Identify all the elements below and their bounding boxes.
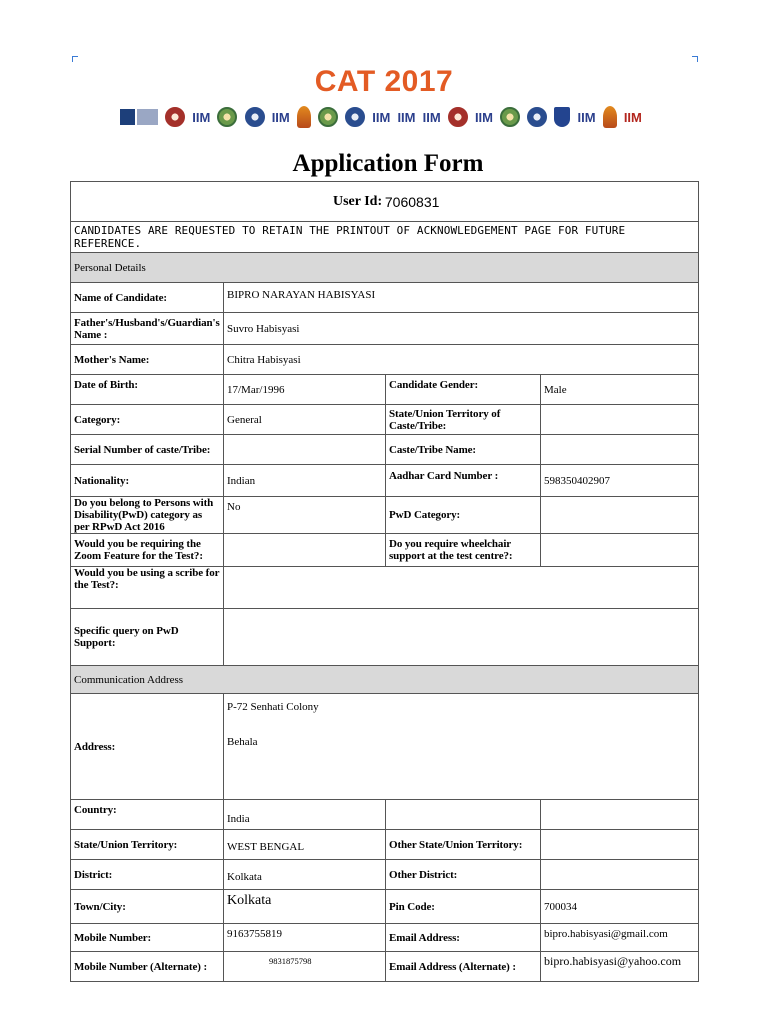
field-label: Town/City:	[71, 890, 224, 924]
field-label: Nationality:	[71, 465, 224, 497]
form-row	[71, 345, 699, 375]
district-value: Kolkata	[224, 860, 386, 890]
town-value: Kolkata	[224, 890, 386, 924]
cat-banner-title: CAT 2017	[314, 65, 454, 98]
address-line-2: Behala	[227, 736, 258, 748]
form-row	[71, 313, 699, 345]
field-label: State/Union Territory:	[71, 830, 224, 860]
dob-value: 17/Mar/1996	[224, 375, 386, 405]
form-row	[71, 694, 699, 800]
field-label: Date of Birth:	[71, 375, 224, 405]
field-label: State/Union Territory of Caste/Tribe:	[386, 405, 541, 435]
mother-name-value: Chitra Habisyasi	[224, 345, 699, 375]
candidate-name-value: BIPRO NARAYAN HABISYASI	[224, 283, 699, 313]
pwd-query-value	[224, 609, 699, 666]
iim-flame-icon	[297, 106, 311, 128]
field-label: Serial Number of caste/Tribe:	[71, 435, 224, 465]
form-row	[71, 830, 699, 860]
iim-seal-icon	[245, 107, 265, 127]
field-label: Mobile Number (Alternate) :	[71, 952, 224, 982]
empty-cell	[386, 800, 541, 830]
iim-seal-icon	[527, 107, 547, 127]
field-label: PwD Category:	[386, 497, 541, 534]
section-heading: Communication Address	[71, 666, 699, 694]
user-id-value: 7060831	[384, 193, 440, 210]
mobile-value: 9163755819	[224, 924, 386, 952]
crop-mark-right	[692, 56, 698, 62]
country-value: India	[224, 800, 386, 830]
form-row	[71, 497, 699, 534]
nationality-value: Indian	[224, 465, 386, 497]
field-label: Mobile Number:	[71, 924, 224, 952]
field-label: Email Address (Alternate) :	[386, 952, 541, 982]
iim-logo-text: IIM	[474, 109, 493, 125]
form-row	[71, 952, 699, 982]
section-heading: Personal Details	[71, 253, 699, 283]
serial-caste-value	[224, 435, 386, 465]
address-value	[224, 694, 699, 800]
father-name-value: Suvro Habisyasi	[224, 313, 699, 345]
section-communication-address	[71, 666, 699, 694]
form-row	[71, 534, 699, 567]
user-id-row	[71, 182, 699, 222]
zoom-value	[224, 534, 386, 567]
iim-logo-text: IIM	[577, 109, 596, 125]
iim-logo-text: IIM	[623, 109, 642, 125]
other-district-value	[541, 860, 699, 890]
iim-logo-strip	[120, 100, 642, 134]
form-row	[71, 435, 699, 465]
iim-seal-icon	[165, 107, 185, 127]
field-label: Do you belong to Persons with Disability(PwD) category as per RPwD Act 2016	[71, 497, 224, 534]
form-row	[71, 375, 699, 405]
scribe-value	[224, 567, 699, 609]
caste-name-value	[541, 435, 699, 465]
page-title: Application Form	[292, 150, 484, 177]
notice-row	[71, 222, 699, 253]
iim-logo-text: IIM	[422, 109, 441, 125]
iim-seal-icon	[500, 107, 520, 127]
section-personal-details	[71, 253, 699, 283]
field-label: Father's/Husband's/Guardian's Name :	[71, 313, 224, 345]
user-id-label: User Id:	[333, 193, 383, 209]
email-alt-value: bipro.habisyasi@yahoo.com	[541, 952, 699, 982]
state-value: WEST BENGAL	[224, 830, 386, 860]
field-label: Email Address:	[386, 924, 541, 952]
iim-seal-icon	[318, 107, 338, 127]
field-label: District:	[71, 860, 224, 890]
email-value: bipro.habisyasi@gmail.com	[541, 924, 699, 952]
iim-logo-text: IIM	[397, 109, 416, 125]
wheelchair-value	[541, 534, 699, 567]
other-state-value	[541, 830, 699, 860]
field-label: Category:	[71, 405, 224, 435]
form-row	[71, 860, 699, 890]
iim-flame-icon	[603, 106, 617, 128]
field-label: Address:	[71, 694, 224, 800]
form-row	[71, 405, 699, 435]
iim-seal-icon	[448, 107, 468, 127]
address-line-1: P-72 Senhati Colony	[227, 701, 319, 713]
notice-text: CANDIDATES ARE REQUESTED TO RETAIN THE PRINTOUT OF ACKNOWLEDGEMENT PAGE FOR FUTURE REFERENCE.	[71, 222, 699, 253]
iim-logo-text: IIM	[271, 109, 290, 125]
pwd-value: No	[224, 497, 386, 534]
field-label: Other State/Union Territory:	[386, 830, 541, 860]
field-label: Name of Candidate:	[71, 283, 224, 313]
iim-seal-icon	[217, 107, 237, 127]
field-label: Pin Code:	[386, 890, 541, 924]
field-label: Caste/Tribe Name:	[386, 435, 541, 465]
iim-seal-icon	[345, 107, 365, 127]
field-label: Specific query on PwD Support:	[71, 609, 224, 666]
field-label: Do you require wheelchair support at the test centre?:	[386, 534, 541, 567]
form-row	[71, 283, 699, 313]
application-form-table	[70, 181, 699, 982]
form-row	[71, 800, 699, 830]
field-label: Would you be requiring the Zoom Feature for the Test?:	[71, 534, 224, 567]
pwd-category-value	[541, 497, 699, 534]
mobile-alt-value: 9831875798	[224, 952, 386, 982]
gender-value: Male	[541, 375, 699, 405]
form-row	[71, 924, 699, 952]
field-label: Aadhar Card Number :	[386, 465, 541, 497]
field-label: Candidate Gender:	[386, 375, 541, 405]
field-label: Other District:	[386, 860, 541, 890]
empty-cell	[541, 800, 699, 830]
iim-shield-icon	[554, 107, 570, 127]
pin-value: 700034	[541, 890, 699, 924]
form-row	[71, 567, 699, 609]
cat-banner	[0, 64, 768, 100]
iim-logo-icon	[120, 109, 158, 125]
form-row	[71, 465, 699, 497]
iim-logo-text: IIM	[372, 109, 391, 125]
aadhar-value: 598350402907	[541, 465, 699, 497]
field-label: Mother's Name:	[71, 345, 224, 375]
field-label: Country:	[71, 800, 224, 830]
category-value: General	[224, 405, 386, 435]
form-row	[71, 890, 699, 924]
crop-mark-left	[72, 56, 78, 62]
state-caste-value	[541, 405, 699, 435]
field-label: Would you be using a scribe for the Test?:	[71, 567, 224, 609]
iim-logo-text: IIM	[192, 109, 211, 125]
form-row	[71, 609, 699, 666]
